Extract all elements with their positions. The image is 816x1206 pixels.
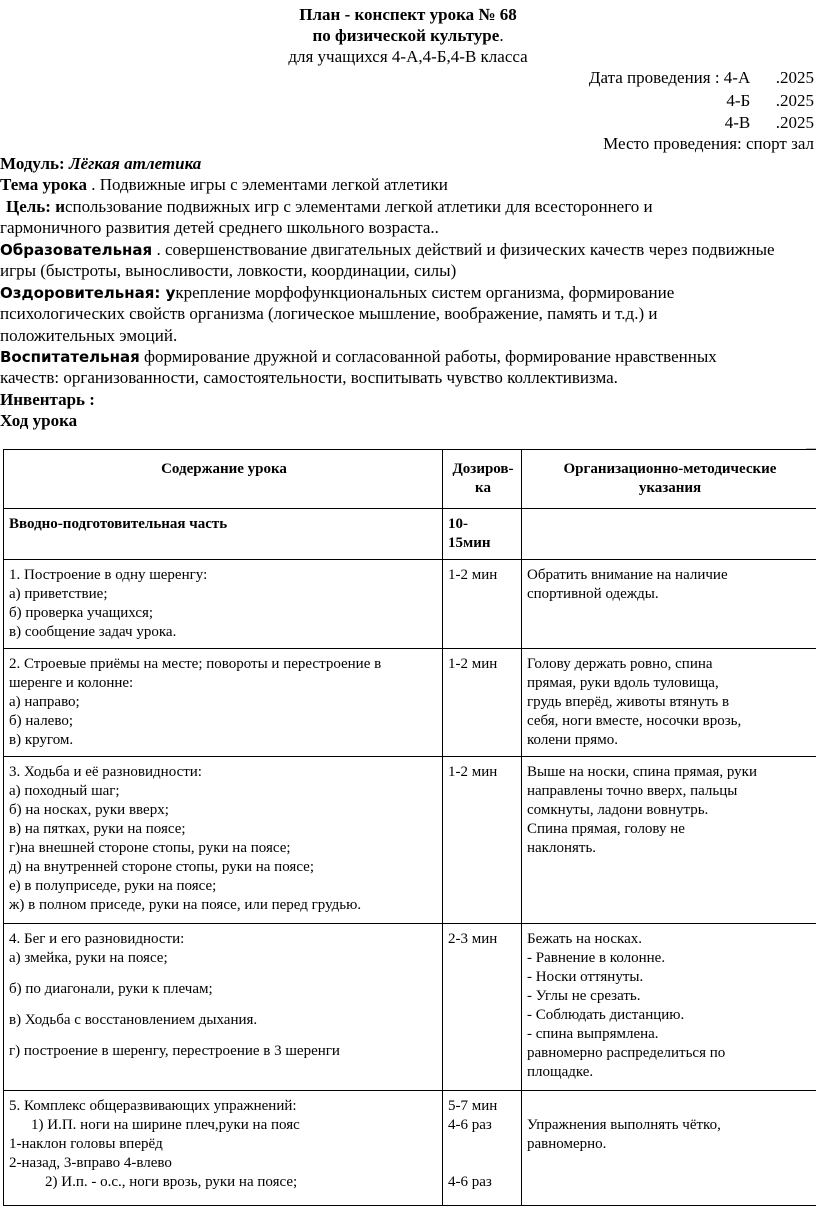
row3-notes-line: сомкнуты, ладони вовнутрь. <box>527 801 813 820</box>
upbr-label: Воспитательная <box>0 348 140 366</box>
table-row <box>4 509 816 560</box>
table-header-row <box>4 450 816 509</box>
row3-notes-line: Выше на носки, спина прямая, руки <box>527 763 813 782</box>
row2-content-line: а) направо; <box>9 693 439 712</box>
row3-content-line: в) на пятках, руки на поясе; <box>9 820 439 839</box>
row3-content-line: б) на носках, руки вверх; <box>9 801 439 820</box>
table-row <box>4 560 816 649</box>
section-title <box>4 509 443 560</box>
table-row <box>4 649 816 757</box>
col-notes-label-2: указания <box>527 479 813 498</box>
doc-subject-dot: . <box>499 26 503 45</box>
date-4b: 4-Б .2025 <box>726 90 814 111</box>
edu-text-1: . совершенствование двигательных действий и физических качеств через подвижные <box>152 240 774 259</box>
row4-notes-line: - спина выпрямлена. <box>527 1025 813 1044</box>
row5-content-line: 5. Комплекс общеразвивающих упражнений: <box>9 1097 439 1116</box>
row2-notes-line: колени прямо. <box>527 731 813 750</box>
row5-content <box>4 1091 443 1206</box>
doc-title: План - конспект урока № 68 <box>0 4 816 25</box>
row4-gap <box>9 968 439 980</box>
row3-content-line: г)на внешней стороне стопы, руки на поясе; <box>9 839 439 858</box>
row2-content-line: 2. Строевые приёмы на месте; повороты и перестроение в <box>9 655 439 674</box>
section-dose-1: 10- <box>448 515 518 534</box>
row2-notes-line: прямая, руки вдоль туловища, <box>527 674 813 693</box>
row5-content-line: 1-наклон головы вперёд <box>9 1135 439 1154</box>
row2-content <box>4 649 443 757</box>
row5-notes-gap <box>527 1097 813 1116</box>
row4-notes-line: площадке. <box>527 1063 813 1082</box>
row4-content-line: г) построение в шеренгу, перестроение в 3 шеренги <box>9 1042 439 1061</box>
row4-gap <box>9 1030 439 1042</box>
topic-value: . Подвижные игры с элементами легкой атлетики <box>87 175 448 194</box>
row4-dose-value: 2-3 мин <box>448 931 497 947</box>
topic-line <box>0 174 812 195</box>
lesson-table <box>3 449 816 1206</box>
row2-notes-line: грудь вперёд, животы втянуть в <box>527 693 813 712</box>
row1-content-line: а) приветствие; <box>9 585 439 604</box>
table-row <box>4 924 816 1091</box>
col-notes-label-1: Организационно-методические <box>527 460 813 479</box>
health-label: Оздоровительная: у <box>0 284 175 302</box>
row3-dose <box>443 757 522 924</box>
row5-notes <box>522 1091 816 1206</box>
edu-label: Образовательная <box>0 241 152 259</box>
col-notes-header <box>522 450 816 509</box>
module-line <box>0 153 812 174</box>
table-row <box>4 757 816 924</box>
row5-dose-value: 4-6 раз <box>448 1116 518 1135</box>
row5-dose-value: 5-7 мин <box>448 1097 518 1116</box>
col-content-label: Содержание урока <box>161 461 287 477</box>
row1-content-line: б) проверка учащихся; <box>9 604 439 623</box>
row3-content-line: д) на внутренней стороне стопы, руки на поясе; <box>9 858 439 877</box>
row5-notes-line: Упражнения выполнять чётко, <box>527 1116 813 1135</box>
row2-notes-line: себя, ноги вместе, носочки врозь, <box>527 712 813 731</box>
health-text-2: психологических свойств организма (логическое мышление, воображение, память и т.д.) и <box>0 303 812 324</box>
row3-content-line: а) походный шаг; <box>9 782 439 801</box>
row5-content-line: 2-назад, 3-вправо 4-влево <box>9 1154 439 1173</box>
row2-content-line: б) налево; <box>9 712 439 731</box>
upbr-text-1: формирование дружной и согласованной работы, формирование нравственных <box>140 347 717 366</box>
course-label: Ход урока <box>0 410 812 431</box>
row3-content-line: ж) в полном приседе, руки на поясе, или перед грудью. <box>9 896 439 915</box>
section-dose <box>443 509 522 560</box>
col-dose-label-1: Дозиров- <box>448 460 518 479</box>
row5-content-line: 2) И.п. - о.с., ноги врозь, руки на поясе; <box>9 1173 439 1192</box>
row2-notes <box>522 649 816 757</box>
row5-dose-gap <box>448 1135 518 1173</box>
row4-gap <box>9 999 439 1011</box>
row5-notes-line: равномерно. <box>527 1135 813 1154</box>
section-title-text: Вводно-подготовительная часть <box>9 516 227 532</box>
edu-text-2: игры (быстроты, выносливости, ловкости, координации, силы) <box>0 260 812 281</box>
row1-dose-value: 1-2 мин <box>448 567 497 583</box>
row3-notes-line: наклонять. <box>527 839 813 858</box>
col-content-header <box>4 450 443 509</box>
row4-notes-line: - Углы не срезать. <box>527 987 813 1006</box>
health-line-1 <box>0 282 812 304</box>
row1-notes <box>522 560 816 649</box>
goal-text-2: гармоничного развития детей среднего школьного возраста.. <box>0 217 812 238</box>
col-dose-header <box>443 450 522 509</box>
module-value: Лёгкая атлетика <box>69 154 201 173</box>
row2-content-line: в) кругом. <box>9 731 439 750</box>
date-4a: Дата проведения : 4-А .2025 <box>589 67 814 88</box>
row1-content-line: в) сообщение задач урока. <box>9 623 439 642</box>
row3-content-line: 3. Ходьба и её разновидности: <box>9 763 439 782</box>
row3-notes-line: направлены точно вверх, пальцы <box>527 782 813 801</box>
goal-line-1 <box>0 196 816 217</box>
upbr-line-1 <box>0 346 812 368</box>
row4-content-line: 4. Бег и его разновидности: <box>9 930 439 949</box>
row3-content-line: е) в полуприседе, руки на поясе; <box>9 877 439 896</box>
row4-content <box>4 924 443 1091</box>
row4-dose <box>443 924 522 1091</box>
row4-content-line: а) змейка, руки на поясе; <box>9 949 439 968</box>
row1-dose <box>443 560 522 649</box>
row1-content-line: 1. Построение в одну шеренгу: <box>9 566 439 585</box>
row1-content <box>4 560 443 649</box>
row5-dose-value: 4-6 раз <box>448 1173 518 1192</box>
place: Место проведения: спорт зал <box>603 133 814 154</box>
row1-notes-line: спортивной одежды. <box>527 585 813 604</box>
row4-content-line: б) по диагонали, руки к плечам; <box>9 980 439 999</box>
row5-content-line: 1) И.П. ноги на ширине плеч,руки на пояс <box>9 1116 439 1135</box>
health-text-3: положительных эмоций. <box>0 325 812 346</box>
row4-notes-line: - Равнение в колонне. <box>527 949 813 968</box>
topic-label: Тема урока <box>0 175 87 194</box>
row4-notes-line: Бежать на носках. <box>527 930 813 949</box>
edu-line-1 <box>0 239 812 261</box>
doc-classes: для учащихся 4-А,4-Б,4-В класса <box>0 46 816 67</box>
row3-dose-value: 1-2 мин <box>448 764 497 780</box>
row3-notes-line: Спина прямая, голову не <box>527 820 813 839</box>
row2-content-line: шеренге и колонне: <box>9 674 439 693</box>
row4-notes-line: равномерно распределиться по <box>527 1044 813 1063</box>
row4-content-line: в) Ходьба с восстановлением дыхания. <box>9 1011 439 1030</box>
row3-content <box>4 757 443 924</box>
row4-notes <box>522 924 816 1091</box>
section-dose-2: 15мин <box>448 534 518 553</box>
goal-label: Цель: и <box>6 197 65 216</box>
table-row <box>4 1091 816 1206</box>
doc-subject: по физической культуре <box>312 26 499 45</box>
health-text-1: крепление морфофункциональных систем организма, формирование <box>175 283 674 302</box>
row4-notes-line: - Соблюдать дистанцию. <box>527 1006 813 1025</box>
row2-dose <box>443 649 522 757</box>
row1-notes-line: Обратить внимание на наличие <box>527 566 813 585</box>
row3-notes <box>522 757 816 924</box>
date-4v: 4-В .2025 <box>725 112 814 133</box>
section-notes <box>522 509 816 560</box>
row2-notes-line: Голову держать ровно, спина <box>527 655 813 674</box>
doc-subject-line <box>0 25 816 46</box>
goal-text-1: спользование подвижных игр с элементами легкой атлетики для всестороннего и <box>65 197 653 216</box>
row2-dose-value: 1-2 мин <box>448 656 497 672</box>
module-label: Модуль: <box>0 154 65 173</box>
col-dose-label-2: ка <box>448 479 518 498</box>
row4-notes-line: - Носки оттянуты. <box>527 968 813 987</box>
row5-dose <box>443 1091 522 1206</box>
inventory-label: Инвентарь : <box>0 389 812 410</box>
upbr-text-2: качеств: организованности, самостоятельности, воспитывать чувство коллективизма. <box>0 367 812 388</box>
